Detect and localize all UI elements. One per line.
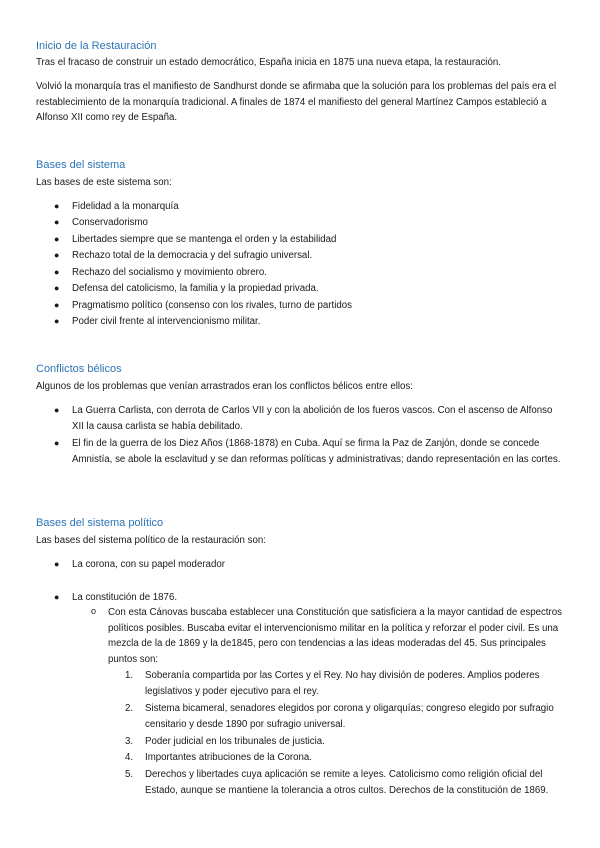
list-item: Pragmatismo político (consenso con los rivales, turno de partidos xyxy=(72,300,352,311)
list-number: 5. xyxy=(125,769,134,780)
list-item: La constitución de 1876. xyxy=(72,592,178,603)
paragraph-intro: Tras el fracaso de construir un estado democrático, España inicia en 1875 una nueva etapa, la restauración. xyxy=(36,57,501,68)
heading-bases-sistema: Bases del sistema xyxy=(36,159,126,171)
numbered-item: Poder judicial en los tribunales de justicia. xyxy=(145,736,325,747)
list-item: Rechazo del socialismo y movimiento obrero. xyxy=(72,267,267,278)
numbered-item: Sistema bicameral, senadores elegidos por corona y oligarquías; congreso elegido por sufragio censitario y desde 1890 por sufragio universal. xyxy=(145,703,554,730)
bullet-icon: ● xyxy=(54,234,60,244)
politico-intro: Las bases del sistema político de la restauración son: xyxy=(36,535,266,546)
list-number: 3. xyxy=(125,736,134,747)
list-item: Conservadorismo xyxy=(72,217,148,228)
bullet-icon: ● xyxy=(54,283,60,293)
bases-intro: Las bases de este sistema son: xyxy=(36,177,172,188)
conflictos-intro: Algunos de los problemas que venían arrastrados eran los conflictos bélicos entre ellos: xyxy=(36,381,413,392)
bullet-icon: ● xyxy=(54,592,60,602)
heading-conflictos-belicos: Conflictos bélicos xyxy=(36,363,122,375)
heading-inicio-restauracion: Inicio de la Restauración xyxy=(36,40,157,52)
list-number: 4. xyxy=(125,752,134,763)
bullet-icon: ● xyxy=(54,250,60,260)
bullet-icon: ● xyxy=(54,267,60,277)
numbered-item: Importantes atribuciones de la Corona. xyxy=(145,752,312,763)
heading-bases-sistema-politico: Bases del sistema político xyxy=(36,517,164,529)
list-item: Defensa del catolicismo, la familia y la propiedad privada. xyxy=(72,283,319,294)
bullet-icon: ● xyxy=(54,201,60,211)
list-number: 1. xyxy=(125,670,134,681)
list-item: La corona, con su papel moderador xyxy=(72,559,225,570)
bullet-icon: ● xyxy=(54,559,60,569)
list-item: El fin de la guerra de los Diez Años (1868-1878) en Cuba. Aquí se firma la Paz de Zanjón, donde se concede Amnistía, se abole la esclavitud y se dan reformas políticas y administrativas; dando representación en las cortes. xyxy=(72,438,561,465)
numbered-item: Derechos y libertades cuya aplicación se remite a leyes. Catolicismo como religión oficial del Estado, aunque se mantiene la tolerancia a otros cultos. Derechos de la constitución de 1869. xyxy=(145,769,549,796)
list-item: Rechazo total de la democracia y del sufragio universal. xyxy=(72,250,313,261)
list-number: 2. xyxy=(125,703,134,714)
bullet-icon: ● xyxy=(54,217,60,227)
bullet-icon: ● xyxy=(54,438,60,448)
bullet-icon: ● xyxy=(54,405,60,415)
circle-bullet-icon: o xyxy=(91,606,97,616)
bullet-icon: ● xyxy=(54,300,60,310)
bullet-icon: ● xyxy=(54,316,60,326)
paragraph-sandhurst: Volvió la monarquía tras el manifiesto de Sandhurst donde se afirmaba que la solución para los problemas del país era el restablecimiento de la monarquía tradicional. A finales de 1874 el manifiesto del general Martínez Campos estableció a Alfonso XII como rey de España. xyxy=(36,81,557,123)
list-item: La Guerra Carlista, con derrota de Carlos VII y con la abolición de los fueros vascos. Con el ascenso de Alfonso XII la causa carlista se había debilitado. xyxy=(72,405,553,432)
list-item: Libertades siempre que se mantenga el orden y la estabilidad xyxy=(72,234,337,245)
list-item: Poder civil frente al intervencionismo militar. xyxy=(72,316,261,327)
numbered-item: Soberanía compartida por las Cortes y el Rey. No hay división de poderes. Amplios poderes legislativos y poder ejecutivo para el rey. xyxy=(145,670,540,697)
sub-list-item: Con esta Cánovas buscaba establecer una Constitución que satisficiera a la mayor cantidad de espectros políticos posibles. Buscaba evitar el intervencionismo militar en la política y reforzar el poder civil. Es una mezcla de la de 1869 y la de1845, pero con tendencias a las ideas moderadas del 45. Sus principales puntos son: xyxy=(108,607,562,665)
list-item: Fidelidad a la monarquía xyxy=(72,201,179,212)
